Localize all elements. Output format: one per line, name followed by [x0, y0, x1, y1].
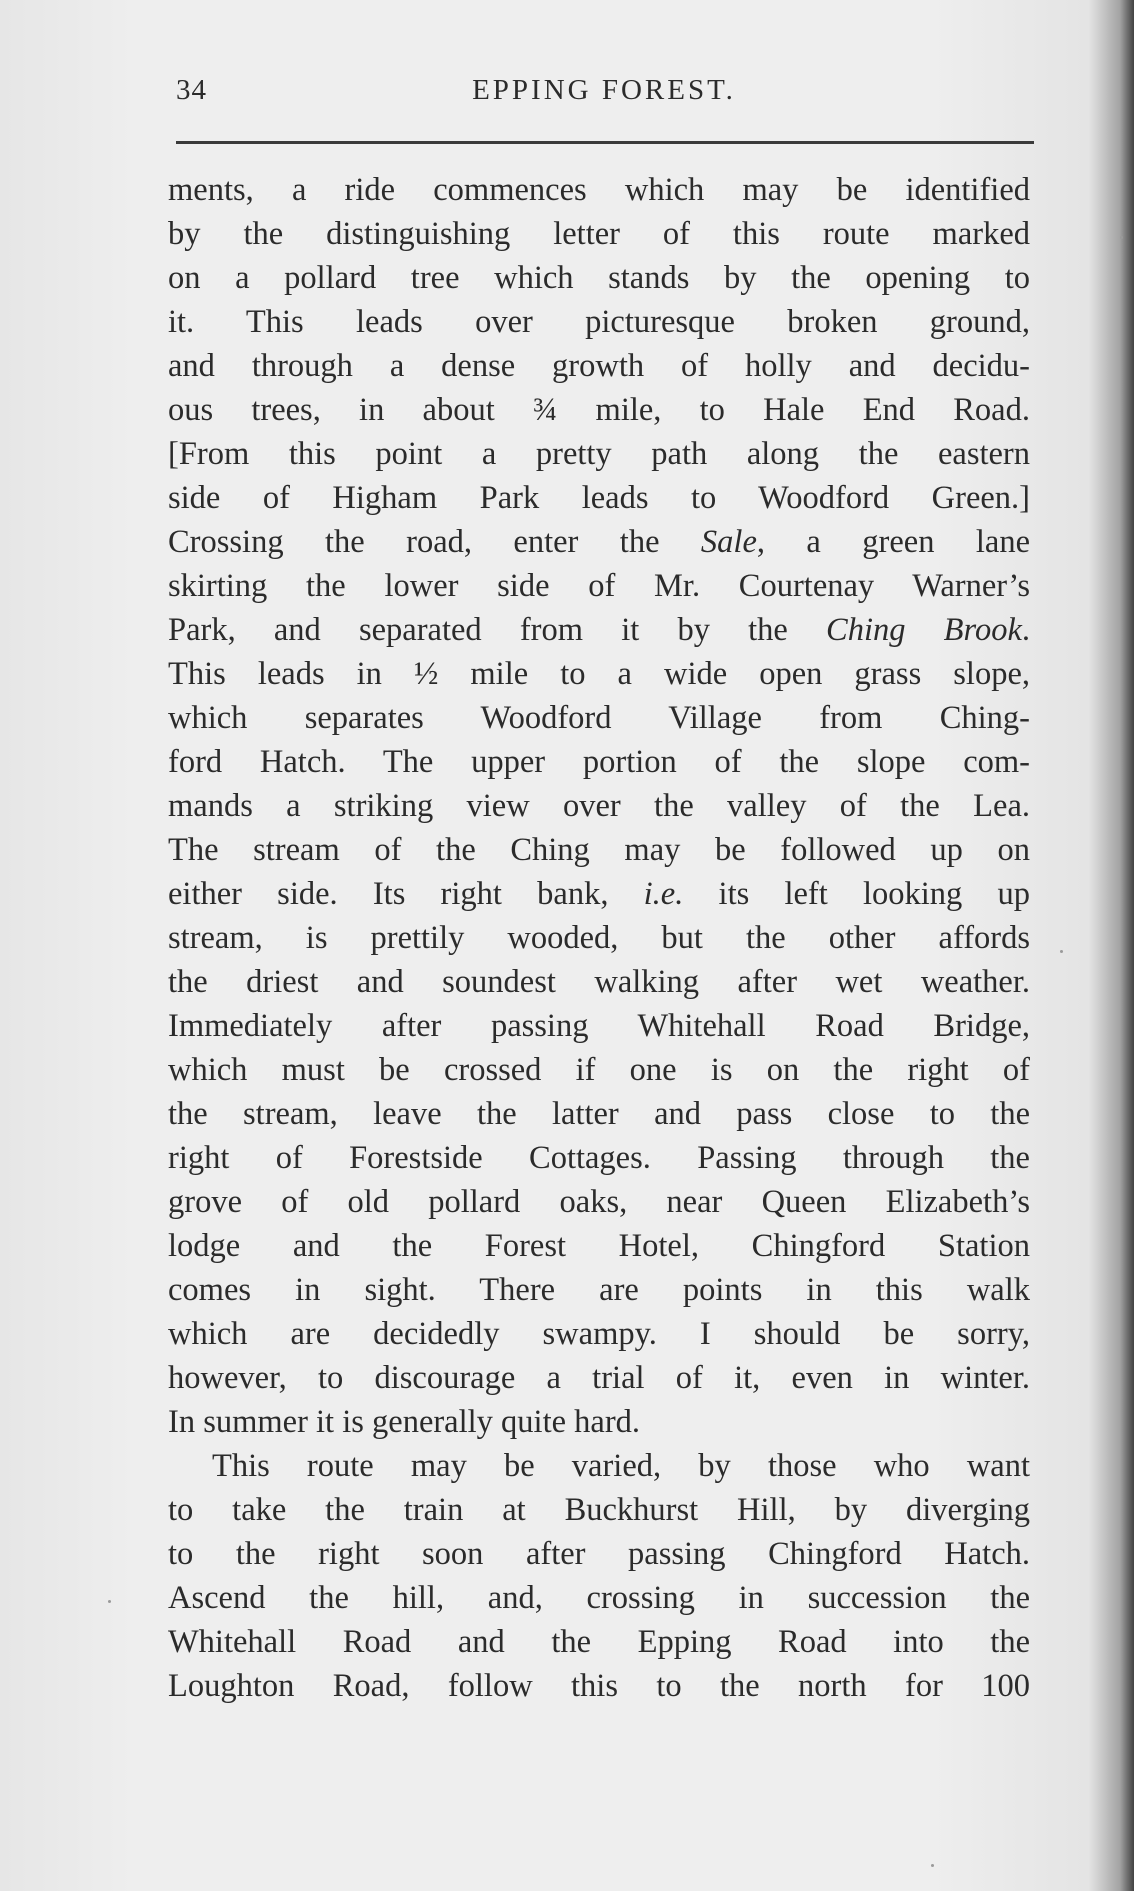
paper-speck — [1120, 236, 1123, 239]
text-line: right of Forestside Cottages. Passing through the — [168, 1140, 1030, 1176]
text-line: Crossing the road, enter the Sale, a green lane — [168, 524, 1031, 560]
text-line: mands a striking view over the valley of the Lea. — [168, 788, 1030, 824]
text-line: skirting the lower side of Mr. Courtenay Warner’s — [168, 568, 1030, 604]
body-text — [168, 168, 1030, 1708]
text-line: Park, and separated from it by the Ching Brook. — [168, 612, 1030, 648]
text-line: and through a dense growth of holly and decidu- — [168, 348, 1030, 384]
paragraph — [168, 168, 1030, 1444]
page-edge-shadow — [1120, 0, 1134, 1891]
text-line: ous trees, in about ¾ mile, to Hale End Road. — [168, 392, 1030, 428]
text-line: Immediately after passing Whitehall Road Bridge, — [168, 1008, 1030, 1044]
text-line: it. This leads over picturesque broken ground, — [168, 304, 1030, 340]
text-line: by the distinguishing letter of this route marked — [168, 216, 1030, 252]
text-line: Loughton Road, follow this to the north for 100 — [168, 1668, 1030, 1704]
text-line: which separates Woodford Village from Ching- — [168, 700, 1030, 736]
text-line: comes in sight. There are points in this walk — [168, 1272, 1030, 1308]
running-title: EPPING FOREST. — [472, 74, 736, 106]
paper-speck — [108, 1600, 111, 1603]
text-line: ments, a ride commences which may be identified — [168, 172, 1030, 208]
text-line: either side. Its right bank, i.e. its left looking up — [168, 876, 1030, 912]
text-line: stream, is prettily wooded, but the other affords — [168, 920, 1030, 956]
header-rule — [176, 141, 1034, 144]
text-line: the stream, leave the latter and pass close to the — [168, 1096, 1030, 1132]
text-line: side of Higham Park leads to Woodford Green.] — [168, 480, 1030, 516]
text-line: which must be crossed if one is on the right of — [168, 1052, 1030, 1088]
text-line: which are decidedly swampy. I should be sorry, — [168, 1316, 1030, 1352]
text-line: This route may be varied, by those who want — [212, 1448, 1030, 1484]
text-line: to the right soon after passing Chingford Hatch. — [168, 1536, 1030, 1572]
text-line: grove of old pollard oaks, near Queen Elizabeth’s — [168, 1184, 1030, 1220]
text-line: In summer it is generally quite hard. — [168, 1404, 641, 1440]
text-line: to take the train at Buckhurst Hill, by diverging — [168, 1492, 1030, 1528]
text-line: however, to discourage a trial of it, even in winter. — [168, 1360, 1030, 1396]
text-line: The stream of the Ching may be followed up on — [168, 832, 1030, 868]
paper-speck — [931, 1864, 934, 1867]
text-line: lodge and the Forest Hotel, Chingford Station — [168, 1228, 1030, 1264]
text-line: Whitehall Road and the Epping Road into the — [168, 1624, 1030, 1660]
paper-speck — [1060, 950, 1063, 953]
text-line: Ascend the hill, and, crossing in succession the — [168, 1580, 1030, 1616]
paragraph — [168, 1444, 1030, 1708]
text-line: on a pollard tree which stands by the opening to — [168, 260, 1030, 296]
text-line: ford Hatch. The upper portion of the slope com- — [168, 744, 1030, 780]
text-line: This leads in ½ mile to a wide open grass slope, — [168, 656, 1030, 692]
page-number: 34 — [176, 74, 207, 106]
text-line: the driest and soundest walking after wet weather. — [168, 964, 1030, 1000]
page-header — [176, 74, 1032, 126]
text-line: [From this point a pretty path along the eastern — [168, 436, 1030, 472]
